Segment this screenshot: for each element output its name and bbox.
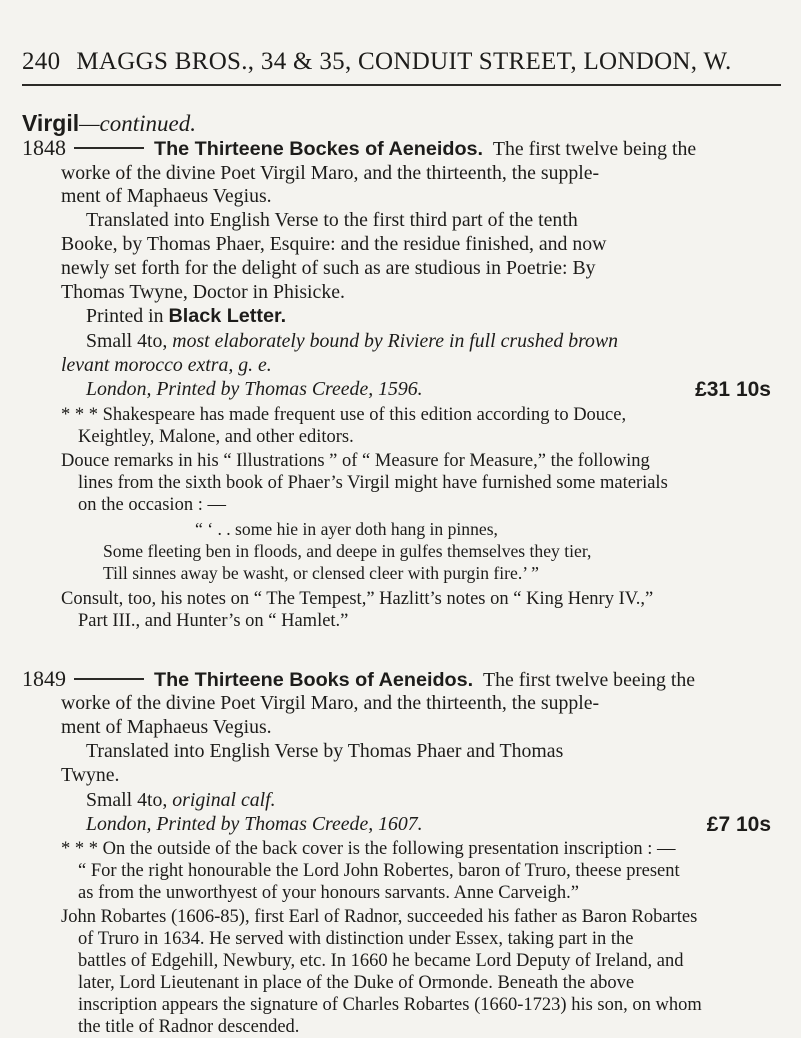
section-continued: —continued. — [79, 111, 197, 136]
entry-note: Part III., and Hunter’s on “ Hamlet.” — [78, 611, 349, 631]
entry-title: The Thirteene Books of Aeneidos. — [154, 669, 474, 691]
entry-price: £31 10s — [695, 378, 771, 401]
entry-note: Keightley, Malone, and other editors. — [78, 427, 354, 447]
entry-note: Consult, too, his notes on “ The Tempest,” Hazlitt’s notes on “ King Henry IV.,” — [61, 589, 654, 609]
entry-text: Translated into English Verse by Thomas Phaer and Thomas — [86, 740, 564, 762]
entry-note: inscription appears the signature of Charles Robartes (1660-1723) his son, on whom — [78, 995, 702, 1015]
entry-text: Booke, by Thomas Phaer, Esquire: and the residue finished, and now — [61, 233, 607, 255]
entry-note: battles of Edgehill, Newbury, etc. In 1660 he became Lord Deputy of Ireland, and — [78, 951, 684, 971]
entry-binding — [86, 330, 618, 352]
dash-rule — [74, 147, 144, 149]
header-title: MAGGS BROS., 34 & 35, CONDUIT STREET, LONDON, W. — [76, 48, 732, 75]
entry-title: The Thirteene Bockes of Aeneidos. — [154, 138, 484, 160]
entry-text: The first twelve being the — [492, 138, 697, 160]
entry-year: 1848 — [22, 135, 66, 160]
entry-year: 1849 — [22, 666, 66, 691]
entry-text: Thomas Twyne, Doctor in Phisicke. — [61, 281, 345, 303]
entry-note: * * * Shakespeare has made frequent use of this edition according to Douce, — [61, 405, 627, 425]
entry-text: Small 4to, — [86, 330, 168, 352]
entry-text: ment of Maphaeus Vegius. — [61, 185, 272, 207]
entry-note: as from the unworthyest of your honours sarvants. Anne Carveigh.” — [78, 883, 579, 903]
entry-note: John Robartes (1606-85), first Earl of Radnor, succeeded his father as Baron Robartes — [61, 907, 698, 927]
binding-description: levant morocco extra, g. e. — [61, 354, 272, 376]
entry-price: £7 10s — [706, 813, 771, 836]
section-heading — [22, 112, 196, 135]
entry-text: Small 4to, — [86, 789, 168, 811]
entry-note: of Truro in 1634. He served with distinction under Essex, taking part in the — [78, 929, 634, 949]
page-number: 240 — [22, 48, 61, 75]
quote-line: “ ‘ . . some hie in ayer doth hang in pinnes, — [195, 519, 498, 539]
entry-1849-line-1 — [22, 668, 695, 691]
binding-description: most elaborately bound by Riviere in full crushed brown — [172, 330, 619, 352]
entry-text: The first twelve beeing the — [483, 669, 696, 691]
section-author: Virgil — [22, 110, 80, 136]
entry-printed — [86, 305, 286, 327]
entry-note: Douce remarks in his “ Illustrations ” of “ Measure for Measure,” the following — [61, 451, 650, 471]
entry-note: lines from the sixth book of Phaer’s Virgil might have furnished some materials — [78, 473, 668, 493]
entry-note: the title of Radnor descended. — [78, 1017, 300, 1037]
entry-note: “ For the right honourable the Lord John Robertes, baron of Truro, theese present — [78, 861, 680, 881]
entry-imprint: London, Printed by Thomas Creede, 1596. — [86, 378, 423, 400]
entry-imprint: London, Printed by Thomas Creede, 1607. — [86, 813, 423, 835]
entry-binding — [86, 789, 276, 811]
entry-text: Printed in — [86, 305, 164, 327]
entry-note: later, Lord Lieutenant in place of the Duke of Ormonde. Beneath the above — [78, 973, 635, 993]
black-letter-label: Black Letter. — [168, 305, 287, 327]
binding-description: original calf. — [172, 789, 276, 811]
quote-line: Till sinnes away be washt, or clensed cleer with purgin fire.’ ” — [103, 563, 539, 583]
page-header — [22, 48, 781, 76]
entry-text: Twyne. — [61, 764, 120, 786]
entry-text: newly set forth for the delight of such as are studious in Poetrie: By — [61, 257, 596, 279]
entry-1848-line-1 — [22, 137, 696, 160]
entry-text: worke of the divine Poet Virgil Maro, and the thirteenth, the supple- — [61, 692, 600, 714]
entry-text: ment of Maphaeus Vegius. — [61, 716, 272, 738]
entry-text: worke of the divine Poet Virgil Maro, and the thirteenth, the supple- — [61, 162, 600, 184]
header-rule — [22, 84, 781, 86]
entry-text: Translated into English Verse to the first third part of the tenth — [86, 209, 578, 231]
dash-rule — [74, 678, 144, 680]
quote-line: Some fleeting ben in floods, and deepe in gulfes themselves they tier, — [103, 541, 592, 561]
entry-note: on the occasion : — — [78, 495, 226, 515]
entry-note: * * * On the outside of the back cover is the following presentation inscription : — — [61, 839, 676, 859]
